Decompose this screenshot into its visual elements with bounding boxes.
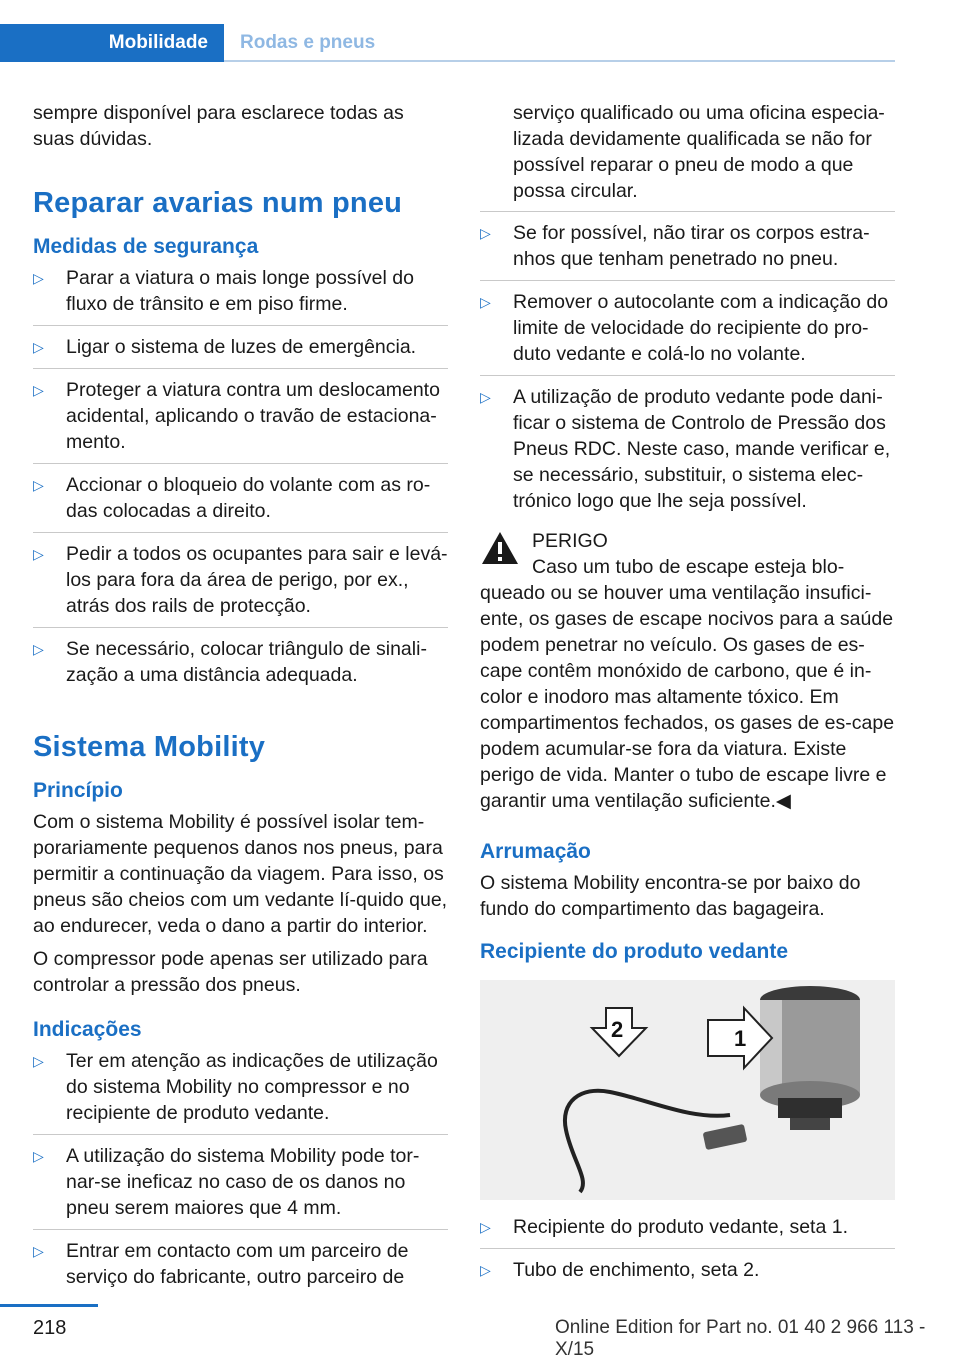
list-item — [480, 1214, 895, 1249]
right-column — [480, 100, 895, 1291]
list-item-text: Proteger a viatura contra um deslocamento acidental, aplicando o travão de estaciona‐mento. — [66, 379, 440, 453]
list-item — [33, 265, 448, 326]
danger-warning — [480, 528, 895, 814]
bullet-arrow-icon: ▷ — [480, 225, 491, 241]
figure-legend-list — [480, 1214, 895, 1291]
list-item — [33, 541, 448, 628]
header-rule — [224, 60, 895, 62]
list-item-text: Parar a viatura o mais longe possível do fluxo de trânsito e em piso firme. — [66, 267, 414, 315]
warning-title: PERIGO — [532, 530, 608, 552]
notes-list — [33, 1048, 448, 1298]
page-number: 218 — [33, 1317, 67, 1339]
warning-text: queado ou se houver uma ventilação insufici‐ente, os gases de escape nocivos para a saúde podem penetrar no veículo. Os gases de es‐cape contêm monóxido de carbono, que é in‐color e inodoro mas altamente tóxico. Em compartimentos fechados, os gases de es‐cape podem acumular-se fora da viatura. Existe perigo de vida. Manter o tubo de escape livre e garantir uma ventilação suficiente.◀ — [480, 582, 895, 812]
list-item — [480, 384, 895, 522]
section-tab-rodas-e-pneus: Rodas e pneus — [240, 32, 376, 53]
continuation-text: serviço qualificado ou uma oficina especia‐lizada devidamente qualificada se não for possível reparar o pneu de modo a que possa circular. — [513, 102, 885, 202]
left-column — [33, 100, 448, 1298]
bullet-arrow-icon: ▷ — [33, 382, 44, 398]
bullet-arrow-icon: ▷ — [480, 1262, 491, 1278]
list-item — [33, 472, 448, 533]
bullet-arrow-icon: ▷ — [33, 1053, 44, 1069]
list-item-text: Entrar em contacto com um parceiro de serviço do fabricante, outro parceiro de — [66, 1240, 409, 1288]
figure-label-1: 1 — [734, 1026, 747, 1051]
list-item — [33, 1238, 448, 1298]
safety-list — [33, 265, 448, 696]
list-item-text: Tubo de enchimento, seta 2. — [513, 1259, 760, 1281]
list-item — [33, 334, 448, 369]
principle-paragraph-2: O compressor pode apenas ser utilizado para controlar a pressão dos pneus. — [33, 948, 428, 996]
list-item — [480, 1257, 895, 1291]
further-notes-list — [480, 211, 895, 522]
bullet-arrow-icon: ▷ — [33, 339, 44, 355]
bullet-arrow-icon: ▷ — [480, 294, 491, 310]
figure-label-2: 2 — [611, 1017, 624, 1042]
list-item — [33, 1048, 448, 1135]
edition-note: Online Edition for Part no. 01 40 2 966 113 - X/15 — [555, 1317, 926, 1360]
list-item-text: A utilização do sistema Mobility pode tor‐nar-se ineficaz no caso de os danos no pneu serem maiores que 4 mm. — [66, 1145, 420, 1219]
heading-storage: Arrumação — [480, 840, 591, 863]
bullet-arrow-icon: ▷ — [480, 1219, 491, 1235]
heading-repair-tyre: Reparar avarias num pneu — [33, 187, 403, 219]
list-item-text: Pedir a todos os ocupantes para sair e levá-los para fora da área de perigo, por ex., atrás dos rails de protecção. — [66, 543, 448, 617]
bullet-arrow-icon: ▷ — [33, 546, 44, 562]
principle-paragraph-1: Com o sistema Mobility é possível isolar tem‐porariamente pequenos danos nos pneus, para permitir a continuação da viagem. Para isso, os pneus são cheios com um vedante lí‐quido que, ao endurecer, veda o dano a partir do interior. — [33, 811, 448, 937]
list-item-text: Remover o autocolante com a indicação do limite de velocidade do recipiente do pro‐duto vedante e colá-lo no volante. — [513, 291, 889, 365]
bullet-arrow-icon: ▷ — [480, 389, 491, 405]
page-header — [0, 24, 895, 62]
intro-text: sempre disponível para esclarece todas as suas dúvidas. — [33, 102, 404, 150]
heading-mobility-system: Sistema Mobility — [33, 731, 266, 763]
sealant-container-figure — [480, 980, 895, 1200]
bullet-arrow-icon: ▷ — [33, 641, 44, 657]
list-item — [33, 377, 448, 464]
list-item-text: Se necessário, colocar triângulo de sinali‐zação a uma distância adequada. — [66, 638, 427, 686]
heading-safety-measures: Medidas de segurança — [33, 235, 259, 258]
list-item-text: A utilização de produto vedante pode dani‐ficar o sistema de Controlo de Pressão dos Pneus RDC. Neste caso, mande verificar e, se necessário, substituir, o sistema elec‐trónico logo que lhe seja possível. — [513, 386, 891, 512]
bullet-arrow-icon: ▷ — [33, 270, 44, 286]
list-item — [480, 220, 895, 281]
heading-principle: Princípio — [33, 779, 123, 802]
bullet-arrow-icon: ▷ — [33, 1243, 44, 1259]
list-item-text: Ter em atenção as indicações de utilização do sistema Mobility no compressor e no recipiente de produto vedante. — [66, 1050, 438, 1124]
list-item-text: Se for possível, não tirar os corpos estra‐nhos que tenham penetrado no pneu. — [513, 222, 870, 270]
list-item — [33, 1143, 448, 1230]
heading-notes: Indicações — [33, 1018, 142, 1041]
footer-rule — [0, 1304, 98, 1307]
list-item-text: Accionar o bloqueio do volante com as ro‐das colocadas a direito. — [66, 474, 431, 522]
heading-sealant-container: Recipiente do produto vedante — [480, 940, 789, 963]
list-item-text: Recipiente do produto vedante, seta 1. — [513, 1216, 848, 1238]
storage-text: O sistema Mobility encontra-se por baixo do fundo do compartimento das bagageira. — [480, 872, 861, 920]
list-item — [33, 636, 448, 696]
list-item — [480, 289, 895, 376]
bullet-arrow-icon: ▷ — [33, 1148, 44, 1164]
bullet-arrow-icon: ▷ — [33, 477, 44, 493]
list-item-text: Ligar o sistema de luzes de emergência. — [66, 336, 417, 358]
sealant-kit-illustration — [480, 980, 895, 1200]
warning-triangle-icon — [480, 530, 520, 566]
chapter-tab-mobilidade: Mobilidade — [0, 24, 224, 62]
warning-text-first-line: Caso um tubo de escape esteja blo‐ — [532, 556, 845, 578]
